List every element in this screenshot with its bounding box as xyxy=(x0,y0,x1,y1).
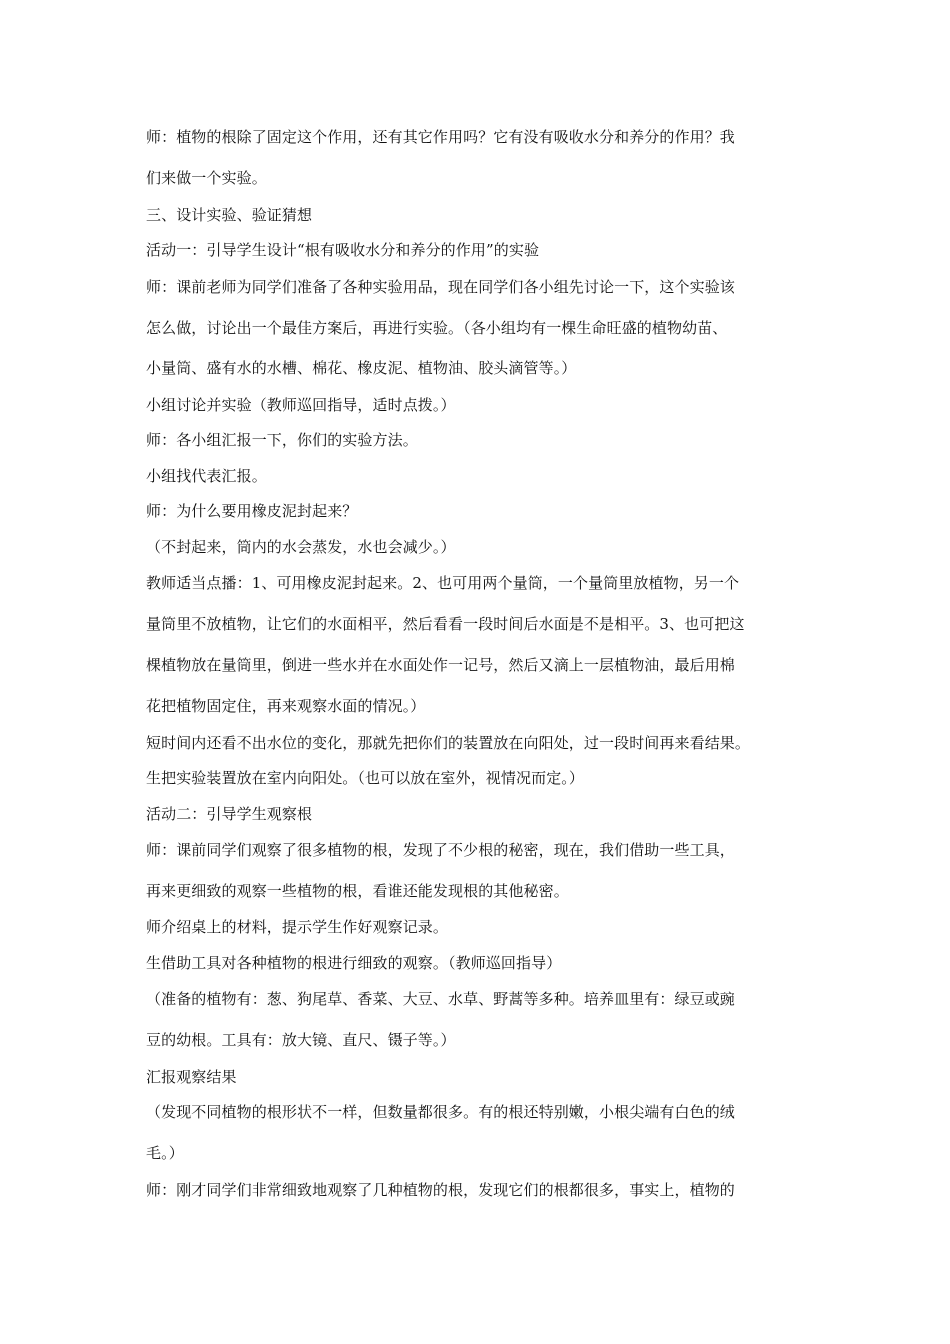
activity-heading: 活动二：引导学生观察根 xyxy=(146,805,313,823)
paragraph-line: 短时间内还看不出水位的变化，那就先把你们的装置放在向阳处，过一段时间再来看结果。 xyxy=(146,734,751,752)
paragraph-line: 小组讨论并实验（教师巡回指导，适时点拨。） xyxy=(146,396,456,414)
paragraph-line: （准备的植物有：葱、狗尾草、香菜、大豆、水草、野蒿等多种。培养皿里有：绿豆或豌 xyxy=(146,990,735,1008)
paragraph-line: 豆的幼根。工具有：放大镜、直尺、镊子等。） xyxy=(146,1031,456,1049)
paragraph-line: 怎么做，讨论出一个最佳方案后，再进行实验。（各小组均有一棵生命旺盛的植物幼苗、 xyxy=(146,319,728,337)
paragraph-line: 再来更细致的观察一些植物的根，看谁还能发现根的其他秘密。 xyxy=(146,882,569,900)
paragraph-line: 师：课前同学们观察了很多植物的根，发现了不少根的秘密，现在，我们借助一些工具， xyxy=(146,841,735,859)
paragraph-line: （发现不同植物的根形状不一样，但数量都很多。有的根还特别嫩，小根尖端有白色的绒 xyxy=(146,1103,735,1121)
paragraph-line: 毛。） xyxy=(146,1144,184,1162)
paragraph-line: 小量筒、盛有水的水槽、棉花、橡皮泥、植物油、胶头滴管等。） xyxy=(146,359,577,377)
paragraph-line: 小组找代表汇报。 xyxy=(146,467,267,485)
paragraph-line: 棵植物放在量筒里，倒进一些水并在水面处作一记号，然后又滴上一层植物油，最后用棉 xyxy=(146,656,735,674)
paragraph-line: 花把植物固定住，再来观察水面的情况。） xyxy=(146,697,426,715)
section-heading: 三、设计实验、验证猜想 xyxy=(146,206,313,224)
paragraph-line: 们来做一个实验。 xyxy=(146,169,267,187)
paragraph-line: 师介绍桌上的材料，提示学生作好观察记录。 xyxy=(146,918,449,936)
paragraph-line: 汇报观察结果 xyxy=(146,1068,237,1086)
paragraph-line: 师：各小组汇报一下，你们的实验方法。 xyxy=(146,431,418,449)
paragraph-line: 教师适当点播：1、可用橡皮泥封起来。2、也可用两个量筒，一个量筒里放植物，另一个 xyxy=(146,574,740,592)
paragraph-line: 师：课前老师为同学们准备了各种实验用品，现在同学们各小组先讨论一下，这个实验该 xyxy=(146,278,735,296)
activity-heading: 活动一：引导学生设计“根有吸收水分和养分的作用”的实验 xyxy=(146,241,540,259)
paragraph-line: 师：为什么要用橡皮泥封起来？ xyxy=(146,502,358,520)
paragraph-line: （不封起来，筒内的水会蒸发，水也会减少。） xyxy=(146,538,456,556)
paragraph-line: 师：植物的根除了固定这个作用，还有其它作用吗？它有没有吸收水分和养分的作用？我 xyxy=(146,128,735,146)
paragraph-line: 师：刚才同学们非常细致地观察了几种植物的根，发现它们的根都很多，事实上，植物的 xyxy=(146,1181,735,1199)
paragraph-line: 生借助工具对各种植物的根进行细致的观察。（教师巡回指导） xyxy=(146,954,562,972)
paragraph-line: 量筒里不放植物，让它们的水面相平，然后看看一段时间后水面是不是相平。3、也可把这 xyxy=(146,615,745,633)
paragraph-line: 生把实验装置放在室内向阳处。（也可以放在室外，视情况而定。） xyxy=(146,769,585,787)
